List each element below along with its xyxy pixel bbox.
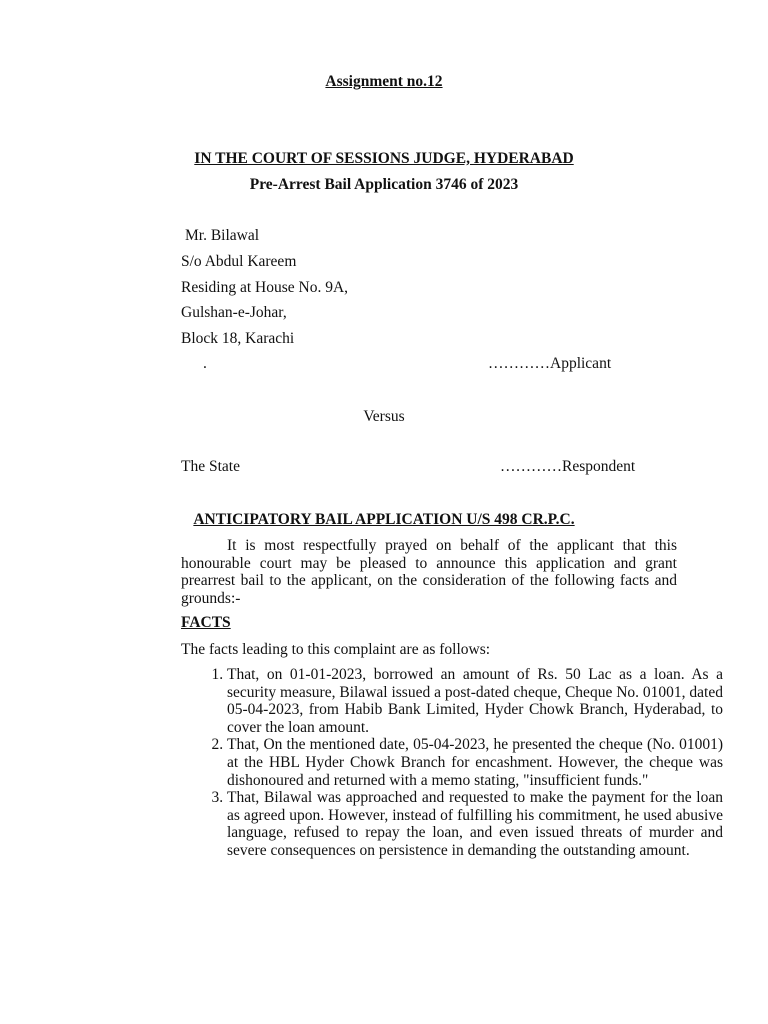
facts-intro: The facts leading to this complaint are as follows: [181, 641, 491, 658]
applicant-address-line2: Gulshan-e-Johar, [181, 304, 287, 321]
versus-label: Versus [363, 408, 405, 425]
respondent-role: …………Respondent [500, 458, 636, 475]
assignment-title: Assignment no.12 [325, 73, 443, 90]
applicant-address-line3: Block 18, Karachi [181, 330, 295, 347]
intro-paragraph: It is most respectfully prayed on behalf of the applicant that this honourable court may be pleased to announce this application and grant prearrest bail to the applicant, on the consideration of the following facts and grounds:- [181, 537, 677, 607]
application-heading: ANTICIPATORY BAIL APPLICATION U/S 498 CR.P.C. [193, 511, 575, 528]
applicant-address-line1: Residing at House No. 9A, [181, 279, 349, 296]
facts-list [181, 666, 723, 860]
applicant-role: …………Applicant [488, 355, 612, 372]
case-title: Pre-Arrest Bail Application 3746 of 2023 [249, 176, 519, 193]
fact-item-2: 2. That, On the mentioned date, 05-04-2023, he presented the cheque (No. 01001) at the HBL Hyder Chowk Branch for encashment. However, the cheque was dishonoured and returned with a memo stating, "insufficient funds." [227, 736, 723, 789]
applicant-parentage: S/o Abdul Kareem [181, 253, 297, 270]
facts-heading: FACTS [181, 614, 231, 631]
applicant-name: Mr. Bilawal [185, 227, 260, 244]
respondent-name: The State [181, 458, 240, 475]
court-heading: IN THE COURT OF SESSIONS JUDGE, HYDERABAD [194, 150, 574, 167]
applicant-dot: . [203, 355, 207, 372]
fact-item-3: 3. That, Bilawal was approached and requested to make the payment for the loan as agreed upon. However, instead of fulfilling his commitment, he used abusive language, refused to repay the loan, and even issued threats of murder and severe consequences on persistence in demanding the outstanding amount. [227, 789, 723, 859]
fact-item-1: 1. That, on 01-01-2023, borrowed an amount of Rs. 50 Lac as a loan. As a security measure, Bilawal issued a post-dated cheque, Cheque No. 01001, dated 05-04-2023, from Habib Bank Limited, Hyder Chowk Branch, Hyderabad, to cover the loan amount. [227, 666, 723, 736]
